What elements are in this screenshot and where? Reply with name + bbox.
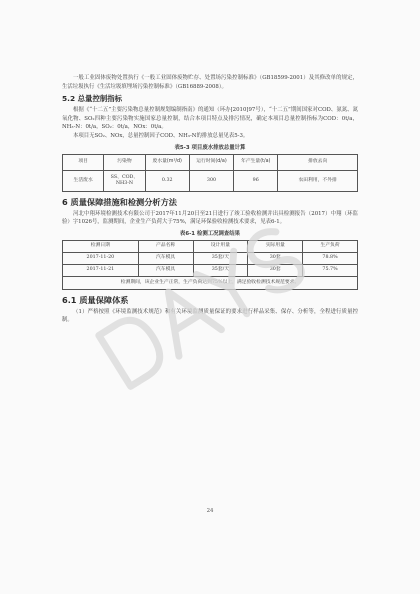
- table-header-cell: 设计用量: [193, 240, 248, 252]
- table-header-cell: 废水量(m³/d): [145, 154, 189, 170]
- table-header-cell: 生产负荷: [303, 240, 358, 252]
- section-heading-6-1: 6.1 质量保障体系: [62, 294, 129, 305]
- table-cell: 30套: [248, 264, 303, 276]
- table-cell: 96: [234, 170, 278, 191]
- table-header-cell: 运行时间(d/a): [189, 154, 233, 170]
- table-header-row: [63, 240, 358, 252]
- table-cell: 汽车模具: [138, 264, 193, 276]
- table-header-cell: 项目: [63, 154, 104, 170]
- working-condition-table: [62, 240, 358, 290]
- paragraph-quality-assurance: （1）严格按照《环境监测技术规范》和有关环境监测质量保证的要求进行样品采集、保存、分析等，全程进行质量控制。: [62, 308, 358, 324]
- table-cell: 2017-11-21: [63, 264, 139, 276]
- table-cell: SS、COD、NH3-N: [104, 170, 145, 191]
- table-cell: 30套: [248, 252, 303, 264]
- paragraph-waste-standards: 一般工业固体废物处置执行《一般工业固体废物贮存、处置场污染控制标准》（GB18599-2001）及其修改单的规定，生活垃圾执行《生活垃圾填埋场污染控制标准》（GB16889-2008）。: [62, 75, 358, 90]
- table-header-cell: 排放去向: [278, 154, 358, 170]
- table-cell: 35套/天: [193, 264, 248, 276]
- table-caption-6-1: 表6-1 检测工况调查结果: [179, 230, 241, 237]
- table-cell: 35套/天: [193, 252, 248, 264]
- paragraph-inspection: 河北中翔环境检测技术有限公司于2017年11月20日至21日进行了竣工验收检测并出具检测报告（2017）中翔（环监验）字1026号，监测期间，企业生产负荷大于75%，满足环保验收检测技术要求，见表6-1。: [62, 210, 358, 226]
- table-cell: 300: [189, 170, 233, 191]
- table-cell: 农田利用，不外排: [278, 170, 358, 191]
- section-heading-5-2: 5.2 总量控制指标: [62, 94, 123, 104]
- table-cell: 2017-11-20: [63, 252, 139, 264]
- table-note-row: [63, 276, 358, 289]
- table-cell: 汽车模具: [138, 252, 193, 264]
- table-row: [63, 252, 358, 264]
- table-cell: 生活废水: [63, 170, 104, 191]
- wastewater-table: [62, 154, 358, 192]
- table-row: [63, 170, 358, 191]
- page-content: [62, 74, 358, 325]
- table-cell: 0.32: [145, 170, 189, 191]
- table-header-cell: 实际用量: [248, 240, 303, 252]
- table-cell: 75.7%: [303, 264, 358, 276]
- section-heading-6: 6 质量保障措施和检测分析方法: [62, 196, 177, 207]
- table-note: 检测期间，该企业生产正常，生产负荷达到75%以上，满足验收检测技术规范要求。: [63, 276, 358, 289]
- paragraph-no-so2-nox: 本项目无SO₂、NOx，总量控制因子COD、NH₃-N的排放总量见表5-3。: [73, 132, 249, 139]
- table-header-cell: 产品名称: [138, 240, 193, 252]
- table-header-cell: 年产生量(t/a): [234, 154, 278, 170]
- table-row: [63, 264, 358, 276]
- table-header-cell: 检测日期: [63, 240, 139, 252]
- table-cell: 78.8%: [303, 252, 358, 264]
- table-header-cell: 污染物: [104, 154, 145, 170]
- table-header-row: [63, 154, 358, 170]
- table-caption-5-3: 表5-3 项目废水排放总量计算: [174, 144, 246, 151]
- paragraph-total-control: 根据《“十二五”主要污染物总量控制规划编制指南》的通知（环办[2010]97号），“十二五”期间国家对COD、氨氮、氮氧化物、SO₂四种主要污染物实施国家总量控制，结合本项目特点及排污情况，确定本项目总量控制指标为COD：0t/a，NH₃-N：0t/a，SO₂：0t/a，NOx：0t/a。: [62, 107, 358, 131]
- page-number: 24: [206, 508, 214, 514]
